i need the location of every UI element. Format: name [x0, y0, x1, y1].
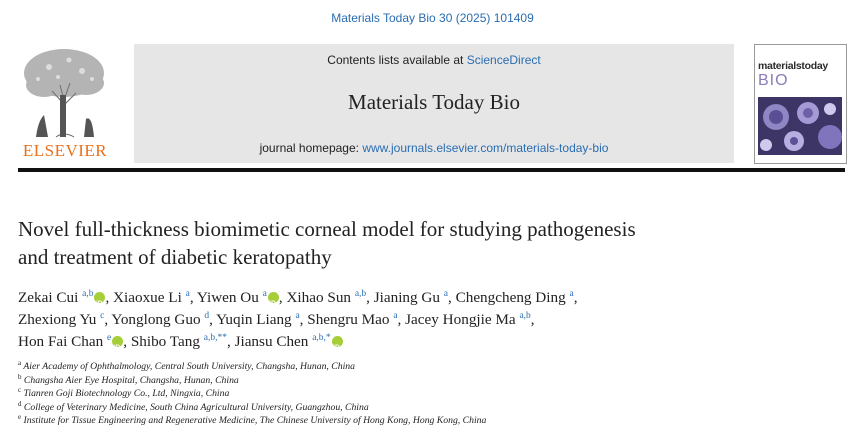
- author-separator: ,: [366, 289, 374, 306]
- author-affil-ref[interactable]: a,b: [82, 289, 94, 299]
- header-divider: [18, 168, 845, 172]
- affiliation-text: Tianren Goji Biotechnology Co., Ltd, Ningxia, China: [23, 388, 230, 399]
- orcid-icon[interactable]: [332, 336, 343, 347]
- author-separator: ,: [448, 289, 456, 306]
- author-affil-ref[interactable]: a,b: [519, 311, 531, 321]
- journal-citation[interactable]: Materials Today Bio 30 (2025) 101409: [331, 11, 534, 25]
- author-separator: ,: [104, 311, 112, 328]
- author-line: [18, 331, 853, 353]
- article-title-line: Novel full-thickness biomimetic corneal model for studying pathogenesis: [18, 217, 636, 241]
- author-separator: ,: [573, 289, 578, 306]
- author-affil-ref[interactable]: a: [295, 311, 300, 321]
- author-name[interactable]: Xihao Sun: [286, 289, 352, 306]
- homepage-link[interactable]: www.journals.elsevier.com/materials-today-bio: [362, 141, 609, 155]
- affiliation-key: e: [18, 413, 22, 421]
- author-name[interactable]: Shengru Mao: [307, 311, 390, 328]
- orcid-icon[interactable]: [94, 292, 105, 303]
- author-separator: ,: [397, 311, 406, 328]
- author-affil-ref[interactable]: a,b,**: [203, 333, 227, 343]
- orcid-icon[interactable]: [268, 292, 279, 303]
- cover-subtitle: BIO: [758, 72, 789, 89]
- author-name[interactable]: Hon Fai Chan: [18, 333, 104, 350]
- journal-name: Materials Today Bio: [348, 90, 520, 114]
- author-line: [18, 309, 853, 331]
- affiliation-text: Changsha Aier Eye Hospital, Changsha, Hunan, China: [23, 374, 239, 386]
- affiliation-key: d: [18, 399, 22, 408]
- author-name[interactable]: Chengcheng Ding: [455, 289, 566, 306]
- contents-prefix: Contents lists available at: [327, 53, 467, 67]
- author-name[interactable]: Yonglong Guo: [111, 311, 201, 328]
- author-separator: ,: [530, 311, 535, 328]
- affiliation-key: c: [18, 386, 22, 394]
- article-title: [18, 215, 848, 271]
- affiliation-text: Institute for Tissue Engineering and Regenerative Medicine, The Chinese University of Hong Kong, Hong Kong, China: [23, 415, 487, 426]
- author-separator: ,: [123, 333, 131, 350]
- contents-line: [134, 53, 734, 67]
- author-list: [18, 287, 853, 353]
- author-name[interactable]: Jianing Gu: [373, 289, 440, 306]
- author-name[interactable]: Jiansu Chen: [234, 333, 309, 350]
- author-separator: ,: [189, 289, 197, 306]
- author-separator: ,: [278, 289, 287, 306]
- affiliation-key: a: [18, 359, 22, 367]
- cover-image: [758, 97, 842, 155]
- author-separator: ,: [226, 333, 235, 350]
- affiliation-text: Aier Academy of Ophthalmology, Central South University, Changsha, Hunan, China: [23, 361, 355, 372]
- author-name[interactable]: Jacey Hongjie Ma: [405, 311, 516, 328]
- author-name[interactable]: Yuqin Liang: [216, 311, 292, 328]
- affiliation-key: b: [18, 372, 22, 381]
- affiliation-item: [18, 414, 853, 428]
- journal-cover[interactable]: [754, 44, 847, 164]
- author-name[interactable]: Zekai Cui: [18, 289, 79, 306]
- author-affil-ref[interactable]: a: [185, 289, 190, 299]
- author-name[interactable]: Zhexiong Yu: [18, 311, 97, 328]
- author-separator: ,: [299, 311, 308, 328]
- affiliation-text: College of Veterinary Medicine, South China Agricultural University, Guangzhou, China: [23, 401, 369, 413]
- author-affil-ref[interactable]: a,b,*: [312, 333, 331, 343]
- author-affil-ref[interactable]: a: [393, 311, 398, 321]
- author-affil-ref[interactable]: d: [204, 311, 210, 321]
- journal-header: [134, 44, 734, 163]
- cover-title: materialstoday: [758, 60, 828, 72]
- affiliation-item: [18, 401, 853, 415]
- orcid-icon[interactable]: [112, 336, 123, 347]
- homepage-prefix: journal homepage:: [259, 141, 363, 155]
- author-name[interactable]: Yiwen Ou: [196, 289, 259, 306]
- author-affil-ref[interactable]: a: [443, 289, 448, 299]
- homepage-line: [134, 141, 734, 155]
- article-title-line: and treatment of diabetic keratopathy: [18, 245, 332, 269]
- author-affil-ref[interactable]: a,b: [354, 289, 367, 299]
- author-affil-ref[interactable]: a: [569, 289, 574, 299]
- affiliation-item: [18, 374, 853, 388]
- author-affil-ref[interactable]: c: [100, 311, 105, 321]
- author-separator: ,: [209, 311, 217, 328]
- author-name[interactable]: Xiaoxue Li: [113, 289, 182, 306]
- author-name[interactable]: Shibo Tang: [130, 333, 200, 350]
- elsevier-wordmark[interactable]: ELSEVIER: [22, 141, 108, 160]
- affiliation-item: [18, 387, 853, 401]
- affiliation-list: [18, 360, 853, 428]
- author-affil-ref[interactable]: e: [107, 333, 112, 343]
- affiliation-item: [18, 360, 853, 374]
- author-separator: ,: [105, 289, 114, 306]
- author-line: [18, 287, 853, 309]
- author-affil-ref[interactable]: a: [262, 289, 267, 299]
- sciencedirect-link[interactable]: ScienceDirect: [466, 53, 541, 67]
